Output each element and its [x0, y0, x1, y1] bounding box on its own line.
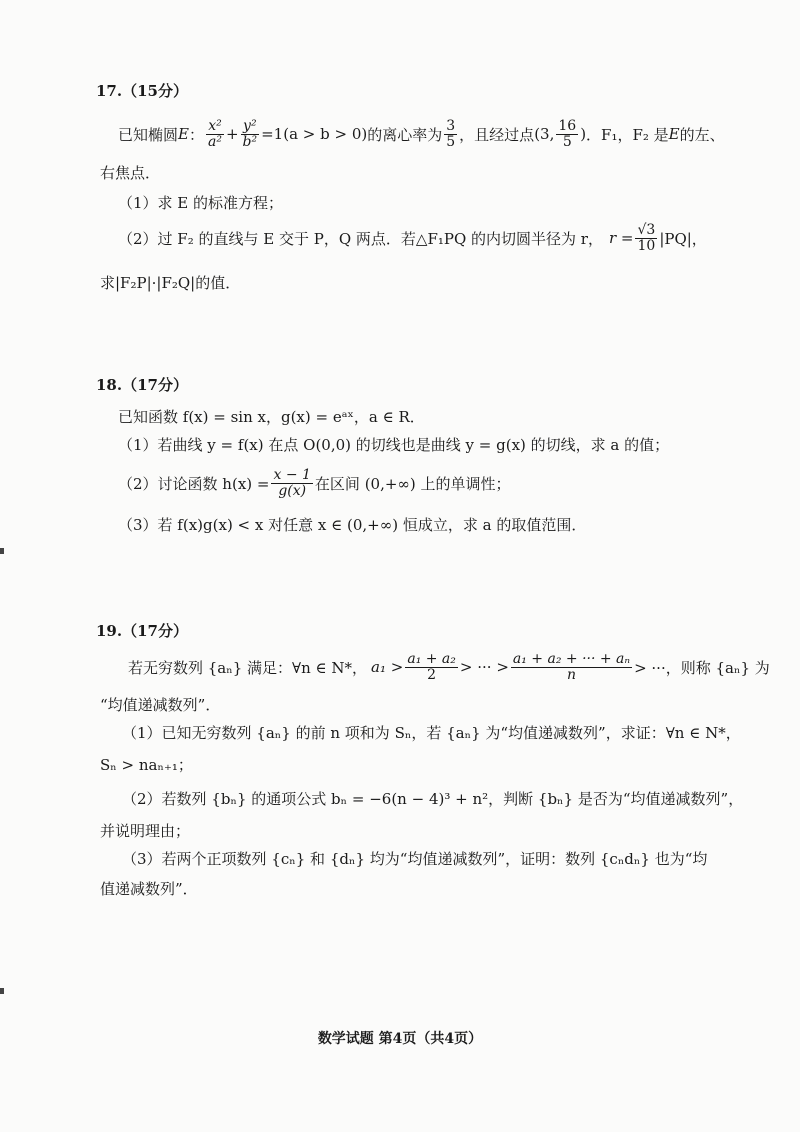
q19-text: > ···，则称 {aₙ} 为 [634, 658, 770, 677]
q19-line-8: 值递减数列”． [100, 880, 198, 898]
q19-heading: 19.（17分） [96, 622, 188, 640]
q17-text: （2）过 F₂ 的直线与 E 交于 P，Q 两点．若△F₁PQ 的内切圆半径为 r， [118, 229, 603, 248]
q19-frac-1 [405, 652, 458, 682]
q17-line-2: 右焦点． [100, 164, 161, 182]
q19-frac-1-den: 2 [427, 666, 437, 683]
q17-var-e: E [178, 125, 189, 143]
q17-text: |PQ|， [659, 229, 707, 248]
q17-eq: =1(a > b > 0) [261, 125, 368, 143]
q17-frac-y-den: b² [242, 133, 258, 150]
q17-line-1 [118, 112, 725, 156]
q17-frac-x-den: a² [207, 133, 222, 150]
q18-frac-h [271, 468, 312, 498]
q17-line-5: 求|F₂P|·|F₂Q|的值． [100, 274, 241, 292]
q19-line-2: “均值递减数列”． [100, 696, 221, 714]
q19-part-2: （2）若数列 {bₙ} 的通项公式 bₙ = −6(n − 4)³ + n²，判断 {bₙ} 是否为“均值递减数列”， [122, 790, 744, 808]
q19-line-1 [128, 644, 770, 690]
q18-frac-h-den: g(x) [278, 482, 307, 499]
q19-frac-2-num: a₁ + a₂ + ··· + aₙ [512, 650, 631, 667]
page-footer: 数学试题 第4页（共4页） [317, 1031, 483, 1047]
q18-part-2 [118, 460, 511, 506]
q17-frac-y [241, 119, 260, 149]
q19-line-6: 并说明理由； [100, 822, 191, 840]
binding-mark [0, 988, 4, 994]
q17-point: ) [580, 125, 587, 143]
q17-colon: ： [188, 125, 204, 144]
q17-frac-r-num: √3 [637, 221, 656, 238]
q17-text: 的离心率为 [367, 125, 443, 144]
q19-frac-1-num: a₁ + a₂ [407, 650, 456, 667]
q19-frac-2 [511, 652, 632, 682]
q19-text: > ··· > [459, 658, 509, 676]
q17-part-2 [118, 218, 707, 258]
q18-heading: 18.（17分） [96, 376, 188, 394]
q17-frac-e-num: 3 [446, 117, 456, 134]
q18-line-1: 已知函数 f(x) = sin x，g(x) = eᵃˣ，a ∈ R． [118, 408, 425, 426]
q17-heading: 17.（15分） [96, 82, 188, 100]
q17-part-1: （1）求 E 的标准方程； [118, 194, 284, 212]
q18-part-3: （3）若 f(x)g(x) < x 对任意 x ∈ (0,+∞) 恒成立，求 a 的取值范围． [118, 516, 587, 534]
q17-frac-r-den: 10 [637, 237, 656, 254]
q17-frac-y-num: y² [243, 117, 257, 134]
q17-point: (3, [534, 125, 555, 143]
q17-frac-e-den: 5 [446, 133, 456, 150]
q19-line-4: Sₙ > naₙ₊₁； [100, 756, 193, 774]
q17-text: 的左、 [679, 125, 725, 144]
q17-frac-x-num: x² [208, 117, 222, 134]
q19-frac-2-den: n [566, 666, 576, 683]
q17-var-e: E [668, 125, 680, 143]
q17-r-eq: r = [608, 229, 634, 247]
q18-frac-h-num: x − 1 [273, 466, 311, 483]
q18-part-1: （1）若曲线 y = f(x) 在点 O(0,0) 的切线也是曲线 y = g(x) 的切线，求 a 的值； [118, 436, 670, 454]
q19-part-1: （1）已知无穷数列 {aₙ} 的前 n 项和为 Sₙ，若 {aₙ} 为“均值递减数列”，求证：∀n ∈ N*， [122, 724, 741, 742]
q17-text: ，且经过点 [459, 125, 535, 144]
q17-frac-pt [556, 119, 578, 149]
binding-mark [0, 548, 4, 554]
q19-a1: a₁ > [371, 658, 404, 676]
q19-text: 若无穷数列 {aₙ} 满足：∀n ∈ N*， [128, 658, 368, 677]
q17-frac-x [206, 119, 224, 149]
q17-frac-e [444, 119, 457, 149]
q18-text: 在区间 (0,+∞) 上的单调性； [314, 474, 511, 493]
q17-frac-pt-num: 16 [558, 117, 577, 134]
q17-text: ．F₁，F₂ 是 [586, 125, 669, 144]
q17-frac-r [635, 223, 657, 253]
q17-frac-pt-den: 5 [562, 133, 572, 150]
q17-text: 已知椭圆 [118, 125, 179, 144]
q18-text: （2）讨论函数 h(x) = [118, 474, 270, 493]
q19-part-3: （3）若两个正项数列 {cₙ} 和 {dₙ} 均为“均值递减数列”，证明：数列 {cₙdₙ} 也为“均 [122, 850, 708, 868]
q17-plus: + [225, 125, 239, 143]
